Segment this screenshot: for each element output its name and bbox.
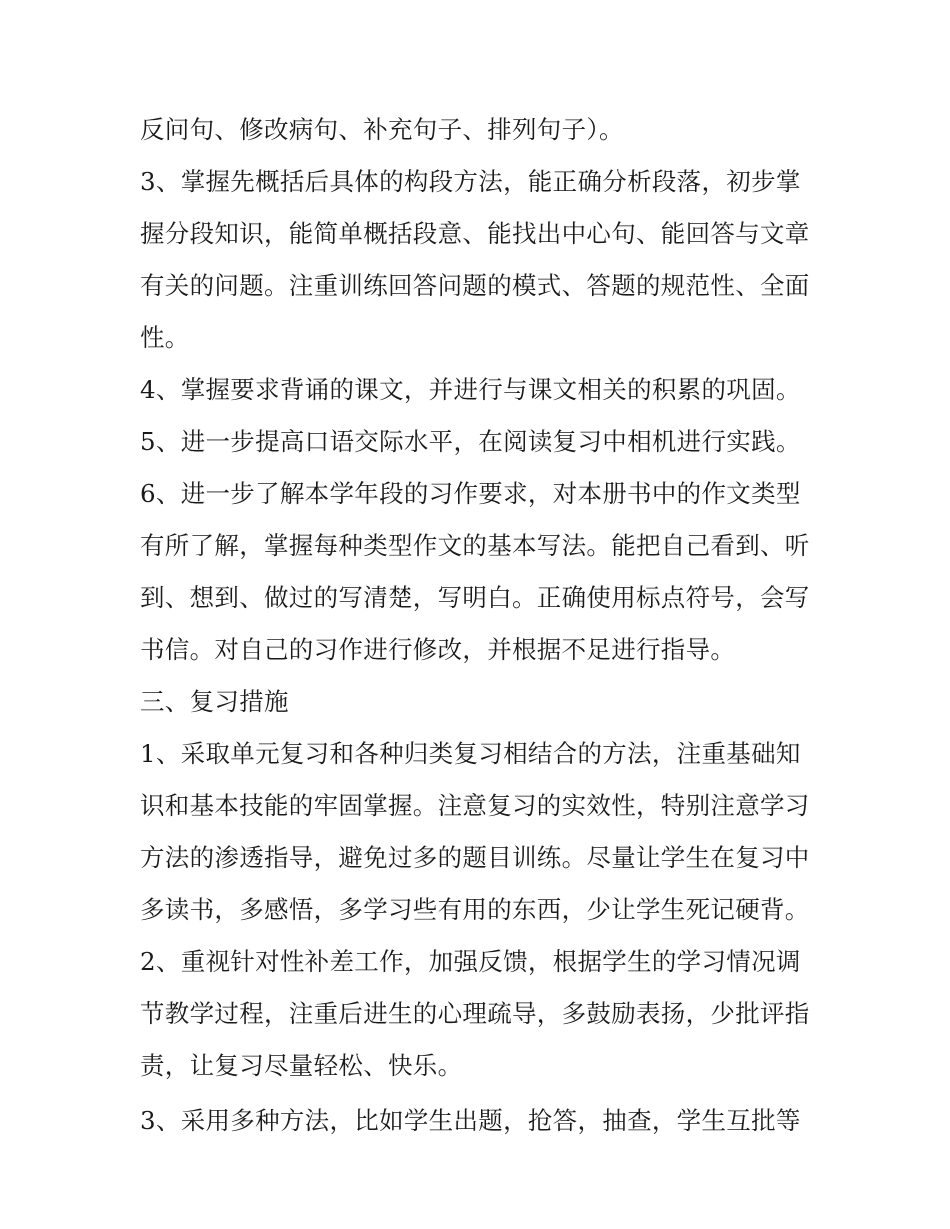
text-line: 多读书，多感悟，多学习些有用的东西，少让学生死记硬背。 xyxy=(140,895,810,924)
text-line: 节教学过程，注重后进生的心理疏导，多鼓励表扬，少批评指 xyxy=(140,999,810,1028)
text-line: 6、进一步了解本学年段的习作要求，对本册书中的作文类型 xyxy=(140,479,801,508)
document-body xyxy=(140,104,820,1147)
text-line: 5、进一步提高口语交际水平，在阅读复习中相机进行实践。 xyxy=(140,427,801,456)
text-line: 责，让复习尽量轻松、快乐。 xyxy=(140,1051,463,1080)
section-heading: 三、复习措施 xyxy=(140,687,289,716)
text-line: 有关的问题。注重训练回答问题的模式、答题的规范性、全面 xyxy=(140,271,810,300)
text-line: 识和基本技能的牢固掌握。注意复习的实效性，特别注意学习 xyxy=(140,791,810,820)
text-line: 握分段知识，能简单概括段意、能找出中心句、能回答与文章 xyxy=(140,219,810,248)
text-line: 方法的渗透指导，避免过多的题目训练。尽量让学生在复习中 xyxy=(140,843,810,872)
text-line: 4、掌握要求背诵的课文，并进行与课文相关的积累的巩固。 xyxy=(140,375,801,404)
text-line: 书信。对自己的习作进行修改，并根据不足进行指导。 xyxy=(140,635,736,664)
text-line: 有所了解，掌握每种类型作文的基本写法。能把自己看到、听 xyxy=(140,531,810,560)
text-line: 反问句、修改病句、补充句子、排列句子）。 xyxy=(140,115,624,144)
text-line: 1、采取单元复习和各种归类复习相结合的方法，注重基础知 xyxy=(140,739,801,768)
text-line: 2、重视针对性补差工作，加强反馈，根据学生的学习情况调 xyxy=(140,947,801,976)
text-line: 到、想到、做过的写清楚，写明白。正确使用标点符号，会写 xyxy=(140,583,810,612)
text-line: 3、采用多种方法，比如学生出题，抢答，抽查，学生互批等 xyxy=(140,1106,801,1135)
text-line: 性。 xyxy=(140,323,190,352)
text-line: 3、掌握先概括后具体的构段方法，能正确分析段落，初步掌 xyxy=(140,167,801,196)
